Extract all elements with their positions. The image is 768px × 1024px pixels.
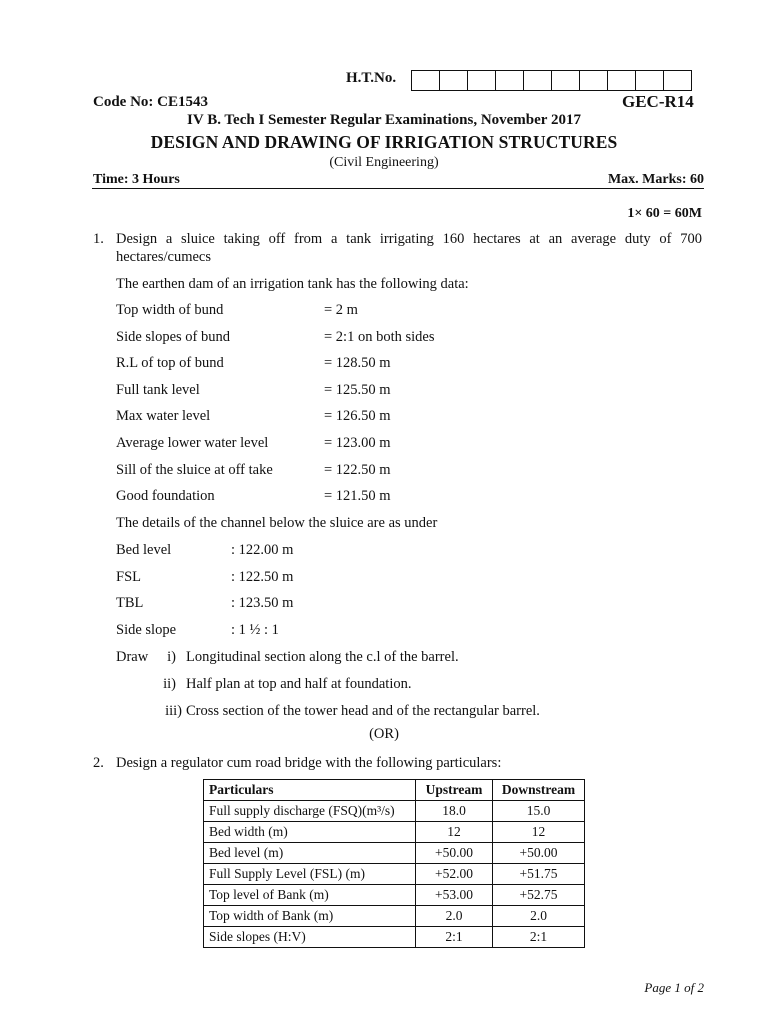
- exam-title: IV B. Tech I Semester Regular Examinations, November 2017: [187, 112, 581, 128]
- channel-data-value: : 123.50 m: [231, 595, 294, 611]
- hall-ticket-digit-box: [664, 71, 692, 90]
- branch-name: (Civil Engineering): [329, 155, 439, 170]
- table-cell: 15.0: [493, 801, 585, 822]
- max-marks: Max. Marks: 60: [607, 172, 704, 187]
- dam-data-label: Max water level: [116, 408, 211, 424]
- table-row: [204, 927, 585, 948]
- dam-data-label: Good foundation: [116, 488, 215, 504]
- hall-ticket-digit-box: [440, 71, 468, 90]
- page-number: Page 1 of 2: [644, 980, 704, 995]
- dam-data-value: = 128.50 m: [324, 355, 391, 371]
- dam-data-value: = 123.00 m: [324, 435, 391, 451]
- table-row: [204, 864, 585, 885]
- table-cell: +52.75: [493, 885, 585, 906]
- draw-label: Draw: [116, 649, 149, 665]
- question-2-number: 2.: [93, 755, 104, 771]
- table-row: [204, 885, 585, 906]
- channel-data-label: TBL: [116, 595, 144, 611]
- table-row: [204, 906, 585, 927]
- table-header-row: [204, 780, 585, 801]
- channel-data-intro: The details of the channel below the sluice are as under: [116, 515, 438, 531]
- draw-item-text: Longitudinal section along the c.l of the barrel.: [186, 649, 459, 665]
- hall-ticket-digit-box: [580, 71, 608, 90]
- dam-data-label: Full tank level: [116, 382, 200, 398]
- channel-data-value: : 122.00 m: [231, 542, 294, 558]
- channel-data-label: Bed level: [116, 542, 172, 558]
- exam-duration: Time: 3 Hours: [93, 172, 180, 187]
- table-cell-text: Full supply discharge (FSQ)(m³/s): [209, 803, 395, 818]
- table-cell: +53.00: [416, 885, 493, 906]
- marks-scheme: 1× 60 = 60M: [627, 206, 702, 221]
- hall-ticket-digit-box: [608, 71, 636, 90]
- table-cell: Bed width (m): [204, 822, 416, 843]
- hall-ticket-digit-box: [552, 71, 580, 90]
- draw-item-text: Cross section of the tower head and of the rectangular barrel.: [186, 703, 540, 719]
- dam-data-label: R.L of top of bund: [116, 355, 224, 371]
- draw-item-number: i): [167, 649, 176, 665]
- table-cell: 12: [493, 822, 585, 843]
- hall-ticket-digit-box: [468, 71, 496, 90]
- table-cell: +51.75: [493, 864, 585, 885]
- draw-item-number: ii): [163, 676, 176, 692]
- dam-data-value: = 121.50 m: [324, 488, 391, 504]
- table-cell: 18.0: [416, 801, 493, 822]
- regulation-code: GEC-R14: [622, 92, 694, 111]
- or-separator: (OR): [369, 726, 399, 742]
- dam-data-label: Sill of the sluice at off take: [116, 462, 273, 478]
- table-header-cell: Upstream: [416, 780, 493, 801]
- dam-data-value: = 122.50 m: [324, 462, 391, 478]
- table-cell: 2.0: [416, 906, 493, 927]
- channel-data-label: FSL: [116, 569, 141, 585]
- table-row: [204, 801, 585, 822]
- table-cell: Top width of Bank (m): [204, 906, 416, 927]
- dam-data-value: = 125.50 m: [324, 382, 391, 398]
- table-cell: 2:1: [493, 927, 585, 948]
- hall-ticket-digit-box: [524, 71, 552, 90]
- table-cell: Bed level (m): [204, 843, 416, 864]
- table-cell: +50.00: [416, 843, 493, 864]
- table-cell: +50.00: [493, 843, 585, 864]
- dam-data-value: = 2 m: [324, 302, 358, 318]
- dam-data-value: = 126.50 m: [324, 408, 391, 424]
- dam-data-intro: The earthen dam of an irrigation tank has the following data:: [116, 276, 469, 292]
- table-header-cell: Particulars: [204, 780, 416, 801]
- hall-ticket-number-boxes: [411, 70, 692, 91]
- hall-ticket-label: H.T.No.: [346, 70, 397, 86]
- table-row: [204, 843, 585, 864]
- dam-data-label: Average lower water level: [116, 435, 269, 451]
- regulator-particulars-table: [203, 779, 585, 948]
- dam-data-value: = 2:1 on both sides: [324, 329, 435, 345]
- draw-item-number: iii): [165, 703, 182, 719]
- table-cell: [204, 801, 416, 822]
- header-divider: [92, 188, 704, 189]
- table-cell: 2:1: [416, 927, 493, 948]
- table-cell: +52.00: [416, 864, 493, 885]
- hall-ticket-digit-box: [412, 71, 440, 90]
- hall-ticket-digit-box: [496, 71, 524, 90]
- subject-title: DESIGN AND DRAWING OF IRRIGATION STRUCTURES: [150, 132, 618, 152]
- dam-data-label: Top width of bund: [116, 302, 224, 318]
- code-number: Code No: CE1543: [93, 94, 208, 110]
- question-2-text: Design a regulator cum road bridge with the following particulars:: [116, 755, 502, 771]
- table-cell: 2.0: [493, 906, 585, 927]
- table-cell: 12: [416, 822, 493, 843]
- channel-data-value: : 122.50 m: [231, 569, 294, 585]
- table-cell: Full Supply Level (FSL) (m): [204, 864, 416, 885]
- table-header-cell: Downstream: [493, 780, 585, 801]
- table-cell: Side slopes (H:V): [204, 927, 416, 948]
- question-1-text-line1: Design a sluice taking off from a tank irrigating 160 hectares at an average duty of 700: [116, 231, 702, 247]
- question-1-text-line2: hectares/cumecs: [116, 249, 212, 265]
- table-row: [204, 822, 585, 843]
- hall-ticket-digit-box: [636, 71, 664, 90]
- table-cell: Top level of Bank (m): [204, 885, 416, 906]
- channel-data-label: Side slope: [116, 622, 177, 638]
- draw-item-text: Half plan at top and half at foundation.: [186, 676, 412, 692]
- question-1-number: 1.: [93, 231, 104, 247]
- channel-data-value: : 1 ½ : 1: [231, 622, 279, 638]
- dam-data-label: Side slopes of bund: [116, 329, 230, 345]
